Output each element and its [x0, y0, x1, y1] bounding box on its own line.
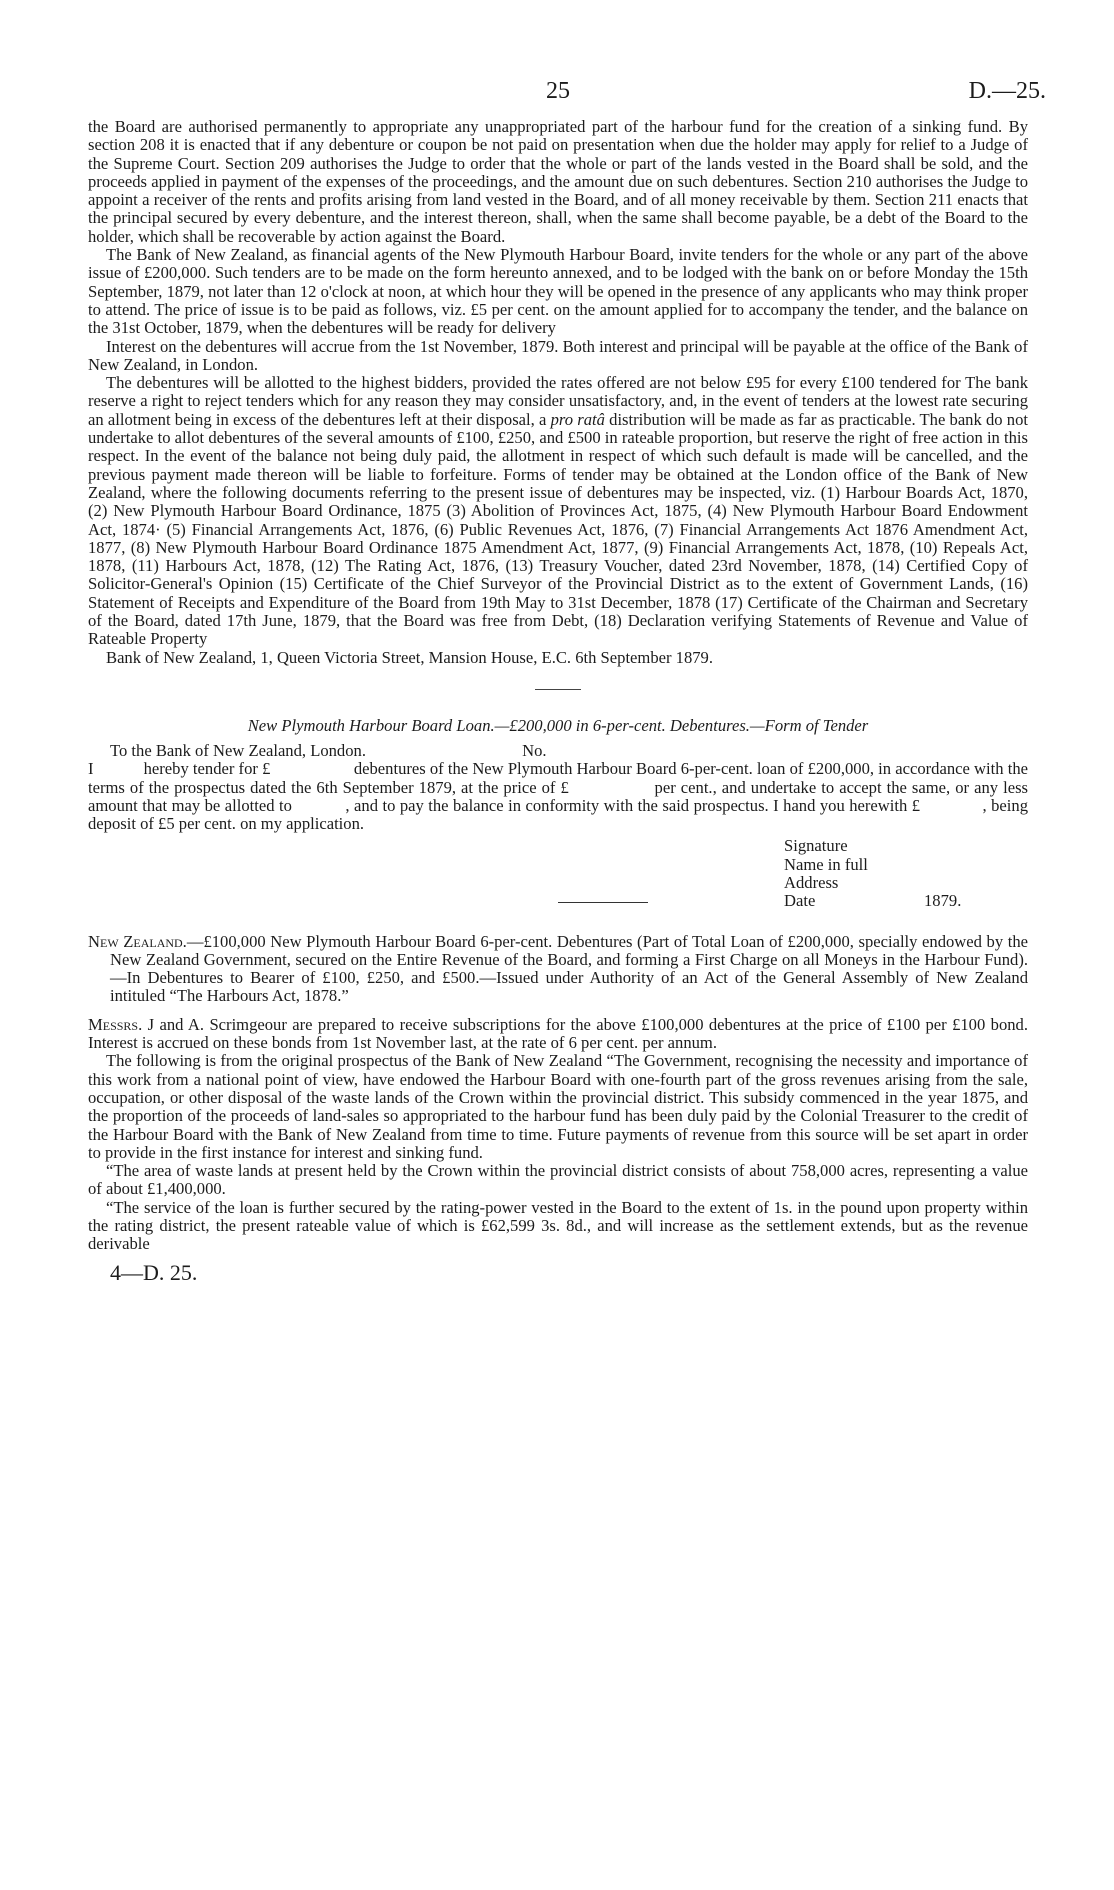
tender-form-title: New Plymouth Harbour Board Loan.—£200,000 in 6-per-cent. Debentures.—Form of Tender — [247, 715, 869, 735]
tender-form — [88, 715, 1033, 911]
date-row — [784, 892, 1028, 910]
original-prospectus-paragraph: The following is from the original prospectus of the Bank of New Zealand “The Government, recognising the necessity and importance of this work from a national point of view, have endowed the Harbour Board with one-fourth part of the gross revenues arising from the sale, occupation, or other disposal of the waste lands of the Crown within the provincial district. This subsidy commenced in the year 1875, and the proportion of the proceeds of land-sales so appropriated to the harbour fund has been duly paid by the Colonial Treasurer to the credit of the Harbour Board with the Bank of New Zealand from time to time. Future payments of revenue from this source will be set apart in order to provide in the first instance for interest and sinking fund. — [88, 1051, 1028, 1162]
page-header — [88, 78, 1046, 118]
messrs-paragraph — [88, 1016, 1028, 1053]
tender-number-label: No. — [522, 740, 547, 760]
printer-signature-mark: 4—D. 25. — [110, 1259, 198, 1285]
paragraph-tenders: The Bank of New Zealand, as financial agents of the New Plymouth Harbour Board, invite tenders for the whole or any part of the above issue of £200,000. Such tenders are to be made on the form hereunto annexed, and to be lodged with the bank on or before Monday the 15th September, 1879, not later than 12 o'clock at noon, at which hour they will be opened in the presence of any applicants who may think proper to attend. The price of issue is to be paid as follows, viz. £5 per cent. on the amount applied for to accompany the tender, and the balance on the 31st October, 1879, when the debentures will be ready for delivery — [88, 245, 1028, 338]
name-in-full-label: Name in full — [784, 854, 868, 874]
paragraph-interest: Interest on the debentures will accrue from the 1st November, 1879. Both interest and principal will be payable at the office of the Bank of New Zealand, in London. — [88, 336, 1028, 374]
page-number: 25 — [546, 78, 570, 104]
date-year: 1879. — [924, 891, 962, 911]
pro-rata-term: pro ratâ — [550, 409, 605, 429]
allotment-text-a: The debentures will be allotted to the highest bidders, provided the rates offered are not below £95 for every £100 tendered for The bank reserve a right to reject tenders which for any reason they may consider unsatisfactory, and, in the event of tenders at the lowest rate securing an allotment being in excess of the debentures left at their disposal, a — [88, 373, 1028, 429]
document-page — [88, 78, 1046, 1286]
date-label: Date — [784, 891, 816, 911]
messrs-lead: Messrs. — [88, 1014, 143, 1034]
waste-lands-paragraph: “The area of waste lands at present held by the Crown within the provincial district consists of about 758,000 acres, representing a value of about £1,400,000. — [88, 1161, 1028, 1199]
notice-text: —£100,000 New Plymouth Harbour Board 6-per-cent. Debentures (Part of Total Loan of £200,000, specially endowed by the New Zealand Government, secured on the Entire Revenue of the Board, and forming a First Charge on all Moneys in the Harbour Fund).—In Debentures to Bearer of £100, £250, and £500.—Issued under Authority of an Act of the General Assembly of New Zealand intituled “The Harbours Act, 1878.” — [110, 931, 1028, 1006]
tender-to-line: To the Bank of New Zealand, London. — [110, 740, 366, 760]
section-divider — [535, 689, 581, 690]
scrimgeour-section — [88, 1016, 1028, 1254]
prospectus-section — [88, 118, 1028, 667]
allotment-text-b: distribution will be made as far as practicable. The bank do not undertake to allot debentures of the several amounts of £100, £250, and £500 in rateable proportion, but reserve the right of free action in this respect. In the event of the balance not being duly paid, the allotment in respect of which such default is made will be cancelled, and the previous payment made thereon will be liable to forfeiture. Forms of tender may be obtained at the London office of the Bank of New Zealand, where the following documents referring to the present issue of debentures may be inspected, viz. (1) Harbour Boards Act, 1870, (2) New Plymouth Harbour Board Ordinance, 1875 (3) Abolition of Provinces Act, 1875, (4) New Plymouth Harbour Board Endowment Act, 1874· (5) Financial Arrangements Act, 1876, (6) Public Revenues Act, 1876, (7) Financial Arrangements Act 1876 Amendment Act, 1877, (8) New Plymouth Harbour Board Ordinance 1875 Amendment Act, 1877, (9) Financial Arrangements Act, 1878, (10) Repeals Act, 1878, (11) Harbours Act, 1878, (12) The Rating Act, 1876, (13) Treasury Voucher, dated 23rd November, 1878, (14) Certified Copy of Solicitor-General's Opinion (15) Certificate of the Chief Surveyor of the Provincial District as to the extent of Government Lands, (16) Statement of Receipts and Expenditure of the Board from 19th May to 31st December, 1878 (17) Certificate of the Chairman and Secretary of the Board, dated 17th June, 1879, that the Board was free from Debt, (18) Declaration verifying Statements of Revenue and Value of Rateable Property — [88, 409, 1029, 649]
messrs-text: J and A. Scrimgeour are prepared to receive subscriptions for the above £100,000 debentures at the price of £100 per £100 bond. Interest is accrued on these bonds from 1st November last, at the rate of 6 per cent. per annum. — [88, 1014, 1028, 1053]
signature-label: Signature — [784, 836, 848, 856]
notice-lead: New Zealand. — [88, 931, 187, 951]
tender-body: I hereby tender for £ debentures of the New Plymouth Harbour Board 6-per-cent. loan of £200,000, in accordance with the terms of the prospectus dated the 6th September 1879, at the price of £ per cent., and undertake to accept the same, or any less amount that may be allotted to , and to pay the balance in conformity with the said prospectus. I hand you herewith £ , being deposit of £5 per cent. on my application. — [88, 759, 1033, 834]
tender-addressee — [88, 742, 1028, 760]
paragraph-allotment — [88, 374, 1028, 648]
new-zealand-notice — [88, 933, 1028, 1006]
rating-power-paragraph: “The service of the loan is further secured by the rating-power vested in the Board to the extent of 1s. in the pound upon property within the rating district, the present rateable value of which is £62,599 3s. 8d., and will increase as the settlement extends, but as the revenue derivable — [88, 1197, 1028, 1254]
paragraph-sections: the Board are authorised permanently to appropriate any unappropriated part of the harbour fund for the creation of a sinking fund. By section 208 it is enacted that if any debenture or coupon be not paid on presentation when due the holder may apply for relief to a Judge of the Supreme Court. Section 209 authorises the Judge to order that the whole or part of the lands vested in the Board shall be sold, and the proceeds applied in payment of the expenses of the proceedings, and the amount due on such debentures. Section 210 authorises the Judge to appoint a receiver of the rents and profits arising from land vested in the Board, and of all money receivable by them. Section 211 enacts that the principal secured by every debenture, and the interest thereon, shall, when the same shall become payable, be a debt of the Board to the holder, which shall be recoverable by action against the Board. — [88, 117, 1028, 246]
date-rule — [558, 902, 648, 903]
document-reference: D.—25. — [968, 78, 1046, 104]
address-label: Address — [784, 872, 839, 892]
signature-block — [784, 837, 1028, 910]
bank-address-line: Bank of New Zealand, 1, Queen Victoria Street, Mansion House, E.C. 6th September 1879. — [106, 647, 714, 667]
